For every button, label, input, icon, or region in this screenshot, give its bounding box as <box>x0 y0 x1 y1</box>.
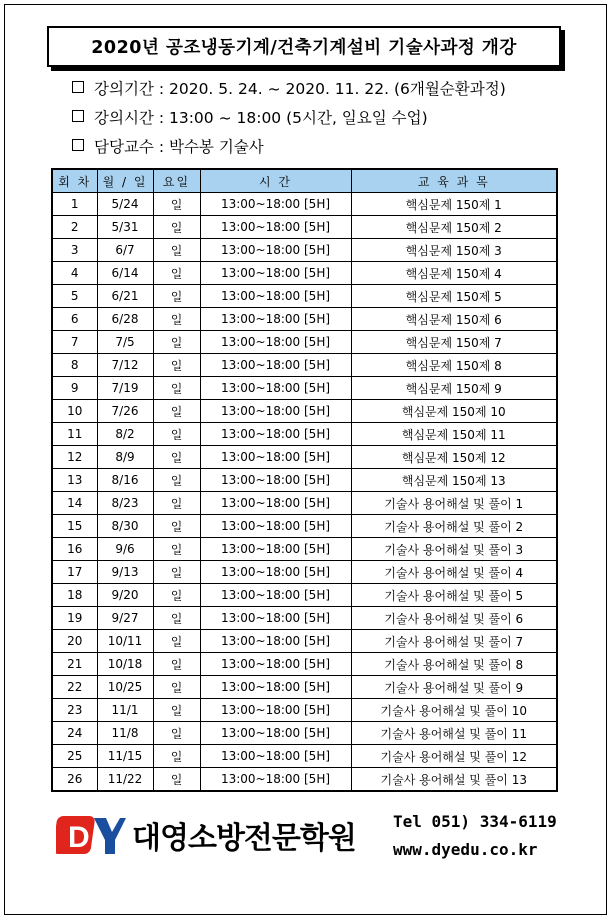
table-row <box>52 446 557 469</box>
cell-session: 10 <box>52 400 97 423</box>
cell-session: 15 <box>52 515 97 538</box>
cell-date: 11/15 <box>97 745 153 768</box>
cell-date: 9/13 <box>97 561 153 584</box>
cell-session: 3 <box>52 239 97 262</box>
cell-time: 13:00~18:00 [5H] <box>200 722 351 745</box>
academy-name: 대영소방전문학원 <box>132 821 356 856</box>
cell-time: 13:00~18:00 [5H] <box>200 469 351 492</box>
cell-subject: 핵심문제 150제 11 <box>351 423 557 446</box>
cell-day: 일 <box>153 239 200 262</box>
cell-time: 13:00~18:00 [5H] <box>200 515 351 538</box>
cell-time: 13:00~18:00 [5H] <box>200 538 351 561</box>
cell-date: 9/27 <box>97 607 153 630</box>
cell-day: 일 <box>153 584 200 607</box>
cell-day: 일 <box>153 423 200 446</box>
cell-time: 13:00~18:00 [5H] <box>200 630 351 653</box>
cell-date: 11/8 <box>97 722 153 745</box>
cell-subject: 핵심문제 150제 9 <box>351 377 557 400</box>
cell-subject: 핵심문제 150제 3 <box>351 239 557 262</box>
checkbox-square-icon <box>72 139 84 151</box>
cell-session: 5 <box>52 285 97 308</box>
cell-time: 13:00~18:00 [5H] <box>200 561 351 584</box>
cell-subject: 핵심문제 150제 1 <box>351 193 557 216</box>
cell-session: 24 <box>52 722 97 745</box>
table-row <box>52 239 557 262</box>
info-label: 담당교수 <box>94 138 154 156</box>
table-body <box>52 193 557 792</box>
col-header-subject: 교 육 과 목 <box>351 169 557 193</box>
cell-subject: 핵심문제 150제 10 <box>351 400 557 423</box>
table-row <box>52 492 557 515</box>
cell-day: 일 <box>153 492 200 515</box>
cell-day: 일 <box>153 722 200 745</box>
cell-date: 8/2 <box>97 423 153 446</box>
table-row <box>52 400 557 423</box>
cell-subject: 핵심문제 150제 7 <box>351 331 557 354</box>
table-row <box>52 216 557 239</box>
cell-time: 13:00~18:00 [5H] <box>200 676 351 699</box>
contact-block <box>393 808 557 864</box>
cell-day: 일 <box>153 193 200 216</box>
cell-date: 7/19 <box>97 377 153 400</box>
checkbox-square-icon <box>72 81 84 93</box>
dy-logo-icon <box>56 812 126 858</box>
info-label: 강의시간 <box>94 109 154 127</box>
cell-session: 8 <box>52 354 97 377</box>
cell-time: 13:00~18:00 [5H] <box>200 239 351 262</box>
cell-session: 7 <box>52 331 97 354</box>
cell-subject: 기술사 용어해설 및 풀이 2 <box>351 515 557 538</box>
cell-session: 16 <box>52 538 97 561</box>
cell-subject: 핵심문제 150제 5 <box>351 285 557 308</box>
cell-time: 13:00~18:00 [5H] <box>200 423 351 446</box>
cell-subject: 기술사 용어해설 및 풀이 3 <box>351 538 557 561</box>
info-value: 박수봉 기술사 <box>168 138 264 156</box>
cell-day: 일 <box>153 515 200 538</box>
table-row <box>52 515 557 538</box>
logo-letter-d: D <box>68 821 90 854</box>
cell-day: 일 <box>153 607 200 630</box>
cell-day: 일 <box>153 561 200 584</box>
website-url[interactable]: www.dyedu.co.kr <box>393 840 538 859</box>
table-row <box>52 193 557 216</box>
academy-logo <box>56 812 356 858</box>
cell-time: 13:00~18:00 [5H] <box>200 446 351 469</box>
phone-number: Tel 051) 334-6119 <box>393 812 557 831</box>
cell-session: 2 <box>52 216 97 239</box>
cell-subject: 핵심문제 150제 6 <box>351 308 557 331</box>
cell-time: 13:00~18:00 [5H] <box>200 768 351 792</box>
cell-date: 10/11 <box>97 630 153 653</box>
table-row <box>52 538 557 561</box>
table-row <box>52 722 557 745</box>
info-time: 강의시간 : 13:00 ~ 18:00 (5시간, 일요일 수업) <box>72 106 428 128</box>
cell-date: 9/6 <box>97 538 153 561</box>
cell-time: 13:00~18:00 [5H] <box>200 745 351 768</box>
table-row <box>52 653 557 676</box>
cell-subject: 핵심문제 150제 12 <box>351 446 557 469</box>
page-title: 2020년 공조냉동기계/건축기계설비 기술사과정 개강 <box>47 26 561 67</box>
cell-date: 11/1 <box>97 699 153 722</box>
cell-time: 13:00~18:00 [5H] <box>200 262 351 285</box>
cell-subject: 기술사 용어해설 및 풀이 1 <box>351 492 557 515</box>
table-row <box>52 745 557 768</box>
cell-date: 9/20 <box>97 584 153 607</box>
cell-subject: 기술사 용어해설 및 풀이 4 <box>351 561 557 584</box>
cell-session: 19 <box>52 607 97 630</box>
cell-session: 21 <box>52 653 97 676</box>
cell-subject: 기술사 용어해설 및 풀이 9 <box>351 676 557 699</box>
table-row <box>52 262 557 285</box>
cell-subject: 기술사 용어해설 및 풀이 8 <box>351 653 557 676</box>
cell-time: 13:00~18:00 [5H] <box>200 216 351 239</box>
table-row <box>52 561 557 584</box>
cell-day: 일 <box>153 331 200 354</box>
info-value: 2020. 5. 24. ~ 2020. 11. 22. (6개월순환과정) <box>168 80 506 98</box>
cell-subject: 기술사 용어해설 및 풀이 13 <box>351 768 557 792</box>
cell-time: 13:00~18:00 [5H] <box>200 193 351 216</box>
cell-subject: 기술사 용어해설 및 풀이 6 <box>351 607 557 630</box>
info-value: 13:00 ~ 18:00 (5시간, 일요일 수업) <box>168 109 428 127</box>
cell-subject: 기술사 용어해설 및 풀이 10 <box>351 699 557 722</box>
cell-session: 11 <box>52 423 97 446</box>
cell-date: 10/18 <box>97 653 153 676</box>
table-row <box>52 423 557 446</box>
col-header-day: 요일 <box>153 169 200 193</box>
cell-date: 8/30 <box>97 515 153 538</box>
cell-date: 11/22 <box>97 768 153 792</box>
cell-date: 8/16 <box>97 469 153 492</box>
cell-session: 6 <box>52 308 97 331</box>
table-header-row <box>52 169 557 193</box>
cell-date: 7/5 <box>97 331 153 354</box>
cell-subject: 기술사 용어해설 및 풀이 11 <box>351 722 557 745</box>
cell-session: 13 <box>52 469 97 492</box>
col-header-date: 월 / 일 <box>97 169 153 193</box>
col-header-time: 시 간 <box>200 169 351 193</box>
cell-session: 18 <box>52 584 97 607</box>
cell-session: 25 <box>52 745 97 768</box>
cell-date: 6/14 <box>97 262 153 285</box>
cell-day: 일 <box>153 469 200 492</box>
cell-subject: 핵심문제 150제 4 <box>351 262 557 285</box>
cell-session: 23 <box>52 699 97 722</box>
cell-day: 일 <box>153 745 200 768</box>
table-row <box>52 630 557 653</box>
cell-time: 13:00~18:00 [5H] <box>200 699 351 722</box>
cell-date: 6/7 <box>97 239 153 262</box>
cell-date: 7/12 <box>97 354 153 377</box>
cell-date: 5/31 <box>97 216 153 239</box>
info-period: 강의기간 : 2020. 5. 24. ~ 2020. 11. 22. (6개월순환과정) <box>72 77 506 99</box>
cell-date: 6/21 <box>97 285 153 308</box>
cell-day: 일 <box>153 400 200 423</box>
cell-time: 13:00~18:00 [5H] <box>200 653 351 676</box>
cell-subject: 핵심문제 150제 13 <box>351 469 557 492</box>
cell-session: 22 <box>52 676 97 699</box>
checkbox-square-icon <box>72 110 84 122</box>
cell-time: 13:00~18:00 [5H] <box>200 492 351 515</box>
cell-day: 일 <box>153 354 200 377</box>
table-row <box>52 676 557 699</box>
cell-day: 일 <box>153 676 200 699</box>
cell-date: 5/24 <box>97 193 153 216</box>
cell-day: 일 <box>153 262 200 285</box>
table-row <box>52 285 557 308</box>
cell-time: 13:00~18:00 [5H] <box>200 354 351 377</box>
cell-time: 13:00~18:00 [5H] <box>200 400 351 423</box>
cell-subject: 기술사 용어해설 및 풀이 7 <box>351 630 557 653</box>
cell-day: 일 <box>153 630 200 653</box>
cell-time: 13:00~18:00 [5H] <box>200 584 351 607</box>
cell-date: 8/9 <box>97 446 153 469</box>
cell-session: 12 <box>52 446 97 469</box>
cell-session: 1 <box>52 193 97 216</box>
cell-subject: 핵심문제 150제 2 <box>351 216 557 239</box>
cell-day: 일 <box>153 216 200 239</box>
table-row <box>52 584 557 607</box>
table-row <box>52 331 557 354</box>
cell-time: 13:00~18:00 [5H] <box>200 308 351 331</box>
table-row <box>52 308 557 331</box>
table-row <box>52 354 557 377</box>
col-header-session: 회 차 <box>52 169 97 193</box>
cell-time: 13:00~18:00 [5H] <box>200 377 351 400</box>
info-professor: 담당교수 : 박수봉 기술사 <box>72 135 264 157</box>
cell-day: 일 <box>153 538 200 561</box>
cell-time: 13:00~18:00 [5H] <box>200 607 351 630</box>
cell-day: 일 <box>153 768 200 792</box>
cell-day: 일 <box>153 653 200 676</box>
cell-session: 20 <box>52 630 97 653</box>
table-row <box>52 377 557 400</box>
cell-session: 4 <box>52 262 97 285</box>
info-label: 강의기간 <box>94 80 154 98</box>
table-row <box>52 469 557 492</box>
cell-session: 26 <box>52 768 97 792</box>
cell-day: 일 <box>153 446 200 469</box>
cell-day: 일 <box>153 377 200 400</box>
cell-date: 6/28 <box>97 308 153 331</box>
cell-day: 일 <box>153 285 200 308</box>
cell-subject: 핵심문제 150제 8 <box>351 354 557 377</box>
table-row <box>52 768 557 792</box>
cell-date: 7/26 <box>97 400 153 423</box>
cell-time: 13:00~18:00 [5H] <box>200 331 351 354</box>
cell-day: 일 <box>153 699 200 722</box>
cell-day: 일 <box>153 308 200 331</box>
cell-date: 10/25 <box>97 676 153 699</box>
schedule-table <box>51 168 558 792</box>
cell-time: 13:00~18:00 [5H] <box>200 285 351 308</box>
cell-subject: 기술사 용어해설 및 풀이 12 <box>351 745 557 768</box>
cell-session: 9 <box>52 377 97 400</box>
table-row <box>52 699 557 722</box>
table-row <box>52 607 557 630</box>
cell-date: 8/23 <box>97 492 153 515</box>
cell-session: 14 <box>52 492 97 515</box>
cell-subject: 기술사 용어해설 및 풀이 5 <box>351 584 557 607</box>
cell-session: 17 <box>52 561 97 584</box>
